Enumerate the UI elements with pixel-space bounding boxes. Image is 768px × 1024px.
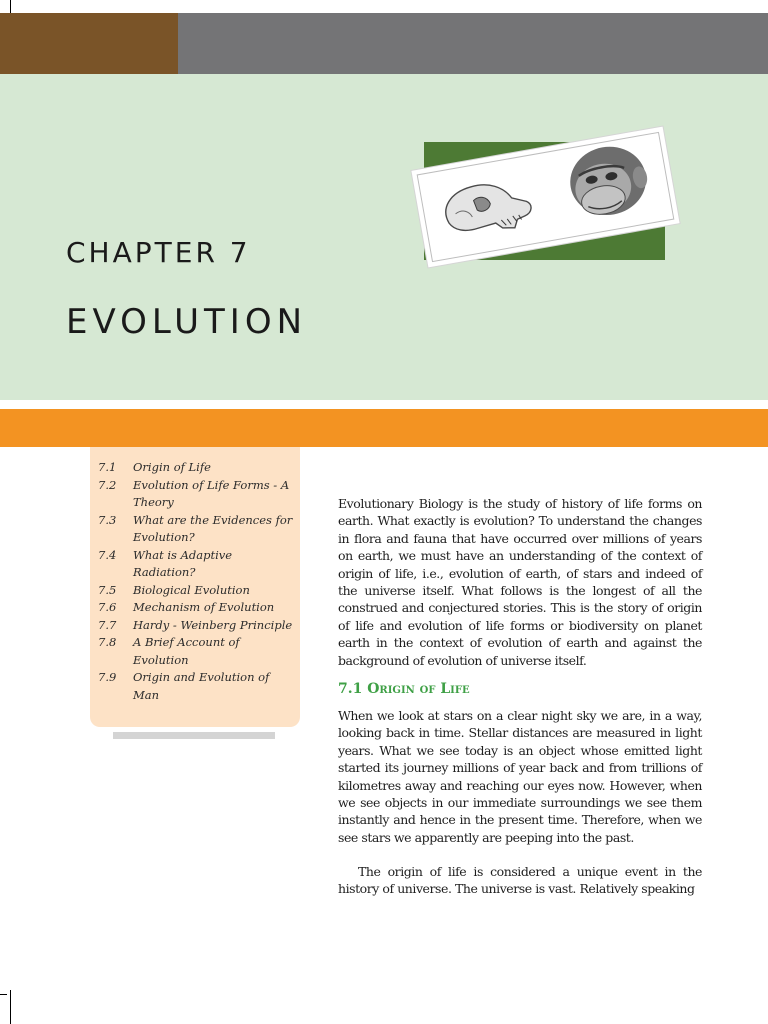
crop-mark-bottom-left-v [10, 990, 11, 1024]
chapter-title: EVOLUTION [66, 302, 308, 342]
body-paragraph: When we look at stars on a clear night sky we are, in a way, looking back in time. Stellar distances are measured in light years. What we see today is an object whose emitted light started its journey millions of year back and from trillions of kilometres away and reaching our eyes now. However, when we see objects in our immediate surroundings we see them instantly and hence in the present time. Therefore, when we see stars we apparently are peeping into the past. [338, 708, 702, 845]
toc-item[interactable] [98, 582, 298, 600]
toc-item[interactable] [98, 669, 298, 704]
toc-item-label: Biological Evolution [133, 582, 250, 597]
header-bar-gray [178, 13, 768, 74]
toc-item-label: Hardy - Weinberg Principle [133, 617, 293, 632]
toc-item[interactable] [98, 547, 298, 582]
toc-item-label: Origin and Evolution of Man [133, 670, 270, 702]
toc-item-number: 7.9 [98, 670, 117, 684]
toc-item[interactable] [98, 477, 298, 512]
toc-item-label: What are the Evidences for Evolution? [133, 512, 293, 544]
crop-mark-bottom-left-h [0, 994, 7, 995]
toc-item-label: Origin of Life [133, 460, 211, 474]
chapter-number: CHAPTER 7 [66, 236, 251, 269]
toc-item[interactable] [98, 599, 298, 617]
toc-item-number: 7.3 [98, 512, 117, 527]
contents-box-shadow [113, 732, 275, 739]
toc-item-number: 7.8 [98, 635, 117, 649]
section-number: 7.1 [338, 681, 363, 697]
toc-item-label: What is Adaptive Radiation? [133, 547, 233, 579]
section-heading [338, 681, 470, 697]
toc-item-number: 7.7 [98, 617, 117, 632]
chapter-contents-box [90, 447, 300, 727]
toc-item[interactable] [98, 617, 298, 635]
toc-item-label: A Brief Account of Evolution [133, 635, 240, 667]
toc-item-number: 7.1 [98, 460, 117, 474]
toc-item[interactable] [98, 459, 298, 477]
intro-paragraph: Evolutionary Biology is the study of history of life forms on earth. What exactly is evolution? To understand the changes in flora and fauna that have occurred over millions of years on earth, we must have an understanding of the context of origin of life, i.e., evolution of earth, of stars and indeed of the universe itself. What follows is the longest of all the construed and conjectured stories. This is the story of origin of life and evolution of life forms or biodiversity on planet earth in the context of evolution of earth and against the background of evolution of universe itself. [338, 496, 702, 668]
header-bar-brown [0, 13, 178, 74]
body-paragraph: The origin of life is considered a unique event in the history of universe. The universe is vast. Relatively speaking [338, 864, 702, 897]
toc-item[interactable] [98, 634, 298, 669]
toc-item-number: 7.5 [98, 582, 117, 597]
toc-item-label: Mechanism of Evolution [133, 600, 275, 614]
toc-item-number: 7.4 [98, 547, 117, 562]
toc-item-label: Evolution of Life Forms - A Theory [133, 477, 290, 509]
chapter-contents-list [98, 459, 298, 704]
toc-item-number: 7.6 [98, 600, 117, 614]
toc-item[interactable] [98, 512, 298, 547]
toc-item-number: 7.2 [98, 477, 117, 492]
section-title: Origin of Life [367, 681, 470, 697]
section-divider-band [0, 409, 768, 447]
